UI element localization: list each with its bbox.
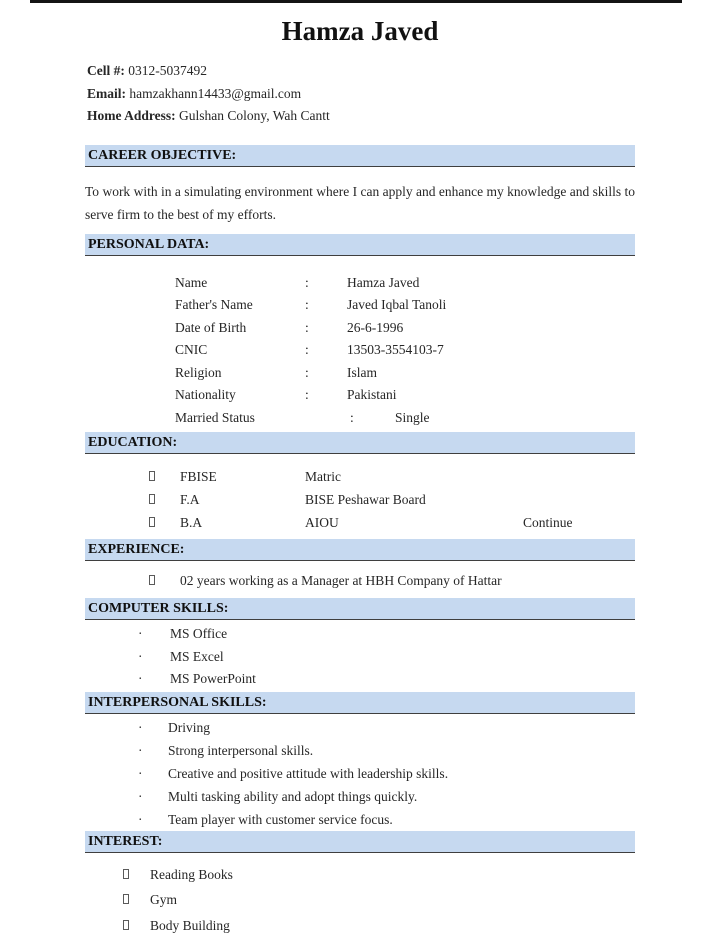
list-item: [85, 668, 635, 691]
section-heading-interpersonal-skills: INTERPERSONAL SKILLS:: [85, 692, 635, 714]
interest-text: Reading Books: [150, 866, 233, 882]
field-label: Nationality: [175, 387, 236, 402]
field-label: Father's Name: [175, 297, 253, 312]
education-status: Continue: [523, 515, 573, 530]
skill-text: Team player with customer service focus.: [168, 811, 393, 827]
dot-bullet-icon: ·: [138, 811, 143, 827]
table-row: [85, 339, 635, 362]
list-item: [85, 887, 635, 913]
bullet-box-icon: [149, 488, 180, 511]
section-heading-experience: EXPERIENCE:: [85, 539, 635, 561]
field-label: Date of Birth: [175, 319, 247, 335]
interest-text: Body Building: [150, 917, 230, 933]
email-value: hamzakhann14433@gmail.com: [129, 85, 302, 101]
address-value: Gulshan Colony, Wah Cantt: [179, 108, 330, 123]
dot-bullet-icon: ·: [138, 671, 143, 686]
field-value: Hamza Javed: [347, 274, 420, 290]
list-item: [85, 762, 635, 785]
education-degree: Matric: [305, 469, 341, 484]
field-separator: :: [350, 409, 354, 425]
list-item: [85, 646, 635, 669]
cell-value: 0312-5037492: [128, 63, 207, 78]
field-value: 26-6-1996: [347, 319, 404, 335]
table-row: [85, 511, 635, 534]
page-top-border: [30, 0, 682, 3]
field-value: 13503-3554103-7: [347, 342, 444, 357]
bullet-box-icon: [149, 511, 180, 534]
list-item: [85, 716, 635, 739]
field-value: Islam: [347, 364, 377, 380]
table-row: [85, 294, 635, 317]
skill-text: Driving: [168, 719, 210, 735]
address-label: Home Address:: [87, 108, 176, 123]
table-row: [85, 362, 635, 385]
dot-bullet-icon: ·: [138, 719, 143, 735]
field-label: Married Status: [175, 409, 255, 425]
bullet-box-icon: [149, 569, 180, 592]
education-board: F.A: [180, 492, 200, 507]
bullet-box-icon: [123, 862, 150, 888]
bullet-box-icon: [123, 887, 150, 913]
computer-skills-list: [85, 623, 635, 691]
field-label: CNIC: [175, 342, 208, 357]
education-board: B.A: [180, 515, 203, 530]
dot-bullet-icon: ·: [138, 788, 143, 804]
table-row: [85, 407, 635, 430]
table-row: [85, 465, 635, 488]
list-item: [85, 623, 635, 646]
skill-text: MS PowerPoint: [170, 671, 256, 686]
skill-text: MS Office: [170, 626, 228, 641]
list-item: [85, 808, 635, 831]
dot-bullet-icon: ·: [138, 765, 143, 781]
section-heading-interest: INTEREST:: [85, 831, 635, 853]
career-objective-text: To work with in a simulating environment where I can apply and enhance my knowledge and skills to serve firm to the best of my efforts.: [85, 183, 635, 222]
education-degree: AIOU: [305, 515, 339, 530]
interpersonal-skills-list: [85, 716, 635, 831]
dot-bullet-icon: ·: [138, 742, 143, 758]
interest-text: Gym: [150, 892, 177, 907]
list-item: [85, 862, 635, 888]
dot-bullet-icon: ·: [138, 626, 143, 641]
page-title: Hamza Javed: [281, 16, 439, 46]
contact-cell-line: [87, 60, 635, 83]
education-table: [85, 465, 635, 534]
skill-text: Creative and positive attitude with leadership skills.: [168, 765, 449, 781]
email-label: Email:: [87, 85, 126, 101]
field-label: Religion: [175, 364, 222, 380]
table-row: [85, 488, 635, 511]
field-value: Single: [395, 409, 430, 425]
dot-bullet-icon: ·: [138, 648, 143, 664]
contact-email-line: [87, 83, 635, 106]
section-heading-career-objective: CAREER OBJECTIVE:: [85, 145, 635, 167]
contact-address-line: [87, 105, 635, 128]
field-separator: :: [305, 319, 309, 335]
education-degree: BISE Peshawar Board: [305, 492, 426, 507]
list-item: [85, 913, 635, 939]
table-row: [85, 272, 635, 295]
section-heading-education: EDUCATION:: [85, 432, 635, 454]
table-row: [85, 384, 635, 407]
bullet-box-icon: [123, 913, 150, 939]
field-separator: :: [305, 274, 309, 290]
list-item: [85, 785, 635, 808]
skill-text: Strong interpersonal skills.: [168, 742, 314, 758]
field-separator: :: [305, 387, 309, 402]
contact-block: [85, 60, 635, 128]
bullet-box-icon: [149, 465, 180, 488]
field-separator: :: [305, 297, 309, 312]
table-row: [85, 317, 635, 340]
experience-text: 02 years working as a Manager at HBH Company of Hattar: [180, 573, 502, 588]
list-item: [85, 739, 635, 762]
skill-text: MS Excel: [170, 648, 224, 664]
field-value: Javed Iqbal Tanoli: [347, 297, 447, 312]
personal-data-table: [85, 272, 635, 430]
skill-text: Multi tasking ability and adopt things quickly.: [168, 788, 418, 804]
section-heading-personal-data: PERSONAL DATA:: [85, 234, 635, 256]
experience-list: [85, 569, 635, 592]
education-board: FBISE: [180, 469, 217, 484]
field-label: Name: [175, 274, 208, 290]
list-item: [85, 569, 635, 592]
interest-list: [85, 862, 635, 939]
section-heading-computer-skills: COMPUTER SKILLS:: [85, 598, 635, 620]
field-value: Pakistani: [347, 387, 397, 402]
field-separator: :: [305, 364, 309, 380]
cell-label: Cell #:: [87, 63, 125, 78]
field-separator: :: [305, 342, 309, 357]
